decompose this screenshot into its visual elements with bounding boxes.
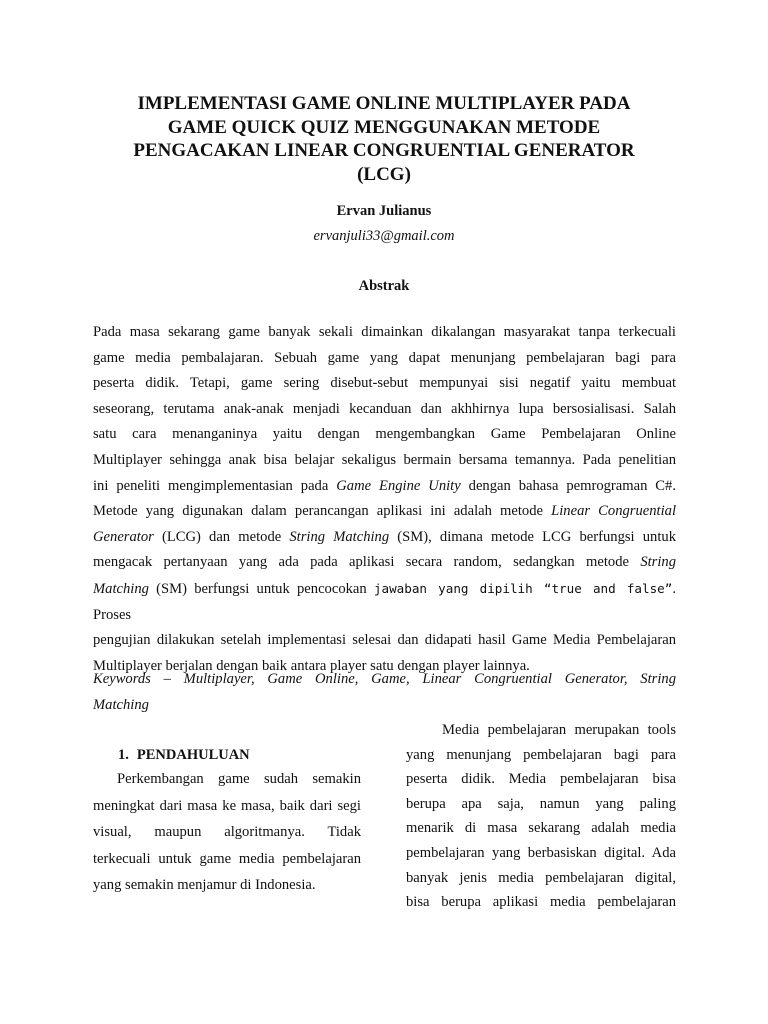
abstract-emphasis: String Matching — [289, 528, 390, 545]
abstract-line: Pada masa sekarang game banyak sekali dimainkan dikalangan masyarakat tanpa terkecuali — [93, 324, 676, 340]
keywords-line: Matching — [93, 696, 149, 713]
paragraph-line: Media pembelajaran merupakan tools — [442, 722, 676, 738]
section-title: PENDAHULUAN — [136, 747, 250, 763]
abstract-line: seseorang, terutama anak-anak menjadi kecanduan dan akhhirnya lupa bersosialisasi. Salah — [93, 400, 676, 417]
paragraph-line: pembelajaran yang berbasiskan digital. Ada — [406, 844, 676, 861]
title-line: IMPLEMENTASI GAME ONLINE MULTIPLAYER PADA — [137, 93, 631, 114]
abstract-emphasis: Game Engine Unity — [336, 477, 461, 494]
abstract-line: ini peneliti mengimplementasian pada Game Engine Unity dengan bahasa pemrograman C#. — [93, 477, 676, 494]
abstract-line: satu cara menanganinya yaitu dengan mengembangkan Game Pembelajaran Online — [93, 426, 676, 443]
abstract-emphasis: String — [640, 554, 676, 571]
section-heading — [118, 746, 250, 764]
title-line: PENGACAKAN LINEAR CONGRUENTIAL GENERATOR — [133, 140, 635, 161]
paragraph-line: terkecuali untuk game media pembelajaran — [93, 850, 361, 867]
paragraph-line: peserta didik. Media pembelajaran bisa — [406, 771, 676, 788]
abstract-emphasis: Linear Congruential — [551, 503, 677, 520]
abstract-line: peserta didik. Tetapi, game sering disebut-sebut mempunyai sisi negatif yaitu membuat — [93, 375, 676, 392]
abstract-body — [93, 320, 676, 679]
abstract-emphasis: Generator — [93, 528, 154, 545]
paragraph-line: yang menunjang pembelajaran bagi para — [406, 746, 676, 763]
paper-title — [60, 92, 708, 186]
abstract-line: Multiplayer sehingga anak bisa belajar sekaligus bermain bersama temannya. Pada penelitian — [93, 451, 676, 468]
paragraph-line: bisa berupa aplikasi media pembelajaran — [406, 894, 676, 911]
title-line: GAME QUICK QUIZ MENGGUNAKAN METODE — [167, 116, 601, 138]
abstract-emphasis: Matching — [93, 580, 149, 597]
keywords — [93, 667, 676, 718]
author-name: Ervan Julianus — [336, 203, 432, 219]
paragraph-line: menarik di masa sekarang adalah media — [406, 820, 676, 837]
section-number: 1. — [118, 747, 129, 763]
paragraph-line: banyak jenis media pembelajaran digital, — [406, 869, 676, 886]
abstract-line: Matching (SM) berfungsi untuk pencocokan jawaban yang dipilih “true and false”. Proses — [93, 580, 676, 623]
keywords-line: Keywords – Multiplayer, Game Online, Game, Linear Congruential Generator, String — [93, 671, 676, 687]
paragraph-line: meningkat dari masa ke masa, baik dari segi — [93, 797, 361, 814]
abstract-line: Metode yang digunakan dalam perancangan aplikasi ini adalah metode Linear Congruential — [93, 503, 677, 520]
title-line: (LCG) — [357, 163, 411, 185]
left-column-text — [93, 766, 361, 899]
abstract-monospace: jawaban yang dipilih “true and false” — [373, 580, 673, 596]
abstract-heading: Abstrak — [358, 278, 410, 294]
author-email: ervanjuli33@gmail.com — [313, 228, 455, 244]
abstract-line: mengacak pertanyaan yang ada pada aplikasi secara random, sedangkan metode String — [93, 554, 676, 571]
paragraph-line: yang semakin menjamur di Indonesia. — [93, 877, 316, 894]
abstract-line: game media pembalajaran. Sebuah game yang dapat menunjang pembelajaran bagi para — [93, 349, 676, 366]
paragraph-line: visual, maupun algoritmanya. Tidak — [93, 824, 361, 841]
paragraph-line: Perkembangan game sudah semakin — [117, 771, 361, 787]
abstract-line: Generator (LCG) dan metode String Matching (SM), dimana metode LCG berfungsi untuk — [93, 528, 676, 545]
abstract-line: Multiplayer berjalan dengan baik antara player satu dengan player lainnya. — [93, 657, 530, 674]
right-column-text — [406, 718, 676, 915]
paragraph-line: berupa apa saja, namun yang paling — [406, 795, 676, 812]
abstract-line: pengujian dilakukan setelah implementasi selesai dan didapati hasil Game Media Pembelajaran — [93, 632, 676, 649]
